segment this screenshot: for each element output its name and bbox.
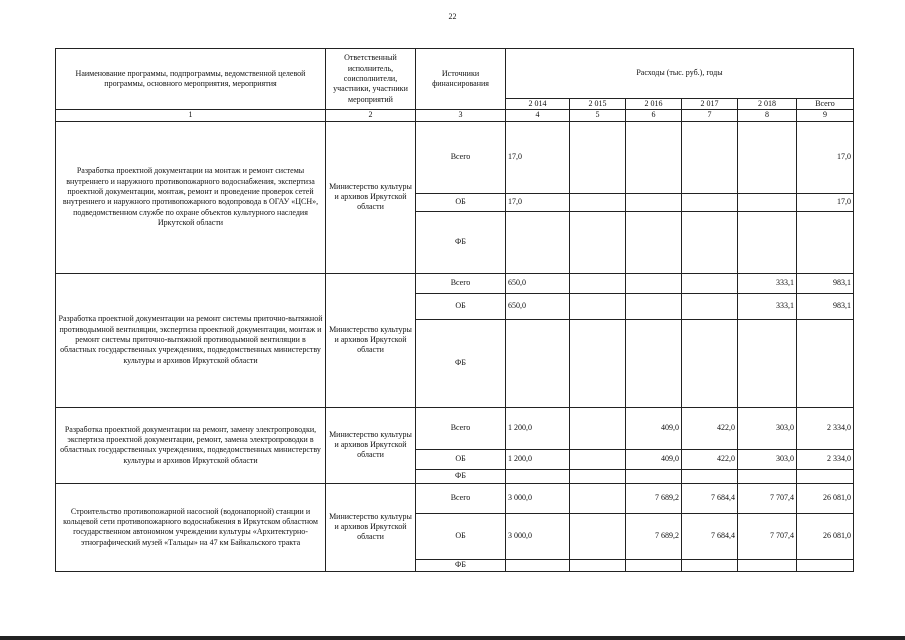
value-cell: [682, 121, 738, 193]
activity-name: Разработка проектной документации на ремонт, замену электропроводки, экспертиза проектной документации, ремонт, замена электропроводки в областных государственных учреждениях, подведомственных министерству культуры и архивов Иркутской области: [56, 407, 326, 483]
funding-source: ОБ: [416, 513, 506, 559]
value-cell: 7 689,2: [626, 483, 682, 513]
value-cell: 7 684,4: [682, 513, 738, 559]
value-total-cell: 2 334,0: [797, 449, 854, 469]
header-sources: Источники финансирования: [416, 49, 506, 110]
column-number: 9: [797, 110, 854, 121]
value-cell: [626, 293, 682, 319]
value-cell: [682, 469, 738, 483]
value-cell: [738, 121, 797, 193]
value-cell: 3 000,0: [506, 513, 570, 559]
value-cell: [506, 559, 570, 571]
value-cell: 409,0: [626, 407, 682, 449]
value-total-cell: [797, 319, 854, 407]
column-number: 5: [570, 110, 626, 121]
value-cell: [570, 293, 626, 319]
value-cell: 333,1: [738, 293, 797, 319]
value-cell: [682, 273, 738, 293]
value-cell: 1 200,0: [506, 449, 570, 469]
value-total-cell: 983,1: [797, 293, 854, 319]
year-cell: 2 017: [682, 99, 738, 110]
value-total-cell: 983,1: [797, 273, 854, 293]
year-cell: 2 015: [570, 99, 626, 110]
value-cell: 650,0: [506, 273, 570, 293]
value-cell: [570, 407, 626, 449]
value-cell: 333,1: [738, 273, 797, 293]
value-cell: [506, 211, 570, 273]
funding-source: Всего: [416, 483, 506, 513]
value-cell: [738, 211, 797, 273]
value-cell: [626, 121, 682, 193]
value-total-cell: 2 334,0: [797, 407, 854, 449]
value-cell: 1 200,0: [506, 407, 570, 449]
funding-source: Всего: [416, 407, 506, 449]
activity-name: Строительство противопожарной насосной (водонапорной) станции и кольцевой сети противопожарного водоснабжения в Иркутском областном государственном автономном учреждении культуры «Архитектурно-этнографический музей «Тальцы» на 47 км Байкальского тракта: [56, 483, 326, 571]
year-cell: 2 018: [738, 99, 797, 110]
funding-source: Всего: [416, 121, 506, 193]
funding-source: ОБ: [416, 293, 506, 319]
column-number: 6: [626, 110, 682, 121]
value-cell: [682, 211, 738, 273]
column-number: 2: [326, 110, 416, 121]
year-total-cell: Всего: [797, 99, 854, 110]
value-total-cell: 26 081,0: [797, 513, 854, 559]
value-total-cell: 26 081,0: [797, 483, 854, 513]
value-cell: [738, 193, 797, 211]
value-cell: [570, 211, 626, 273]
value-cell: [506, 319, 570, 407]
value-cell: [570, 273, 626, 293]
funding-source: ОБ: [416, 449, 506, 469]
table-row: [56, 121, 854, 193]
value-cell: [570, 469, 626, 483]
value-cell: [738, 559, 797, 571]
value-cell: [626, 273, 682, 293]
table-row: [56, 483, 854, 513]
value-cell: 7 684,4: [682, 483, 738, 513]
year-cell: 2 014: [506, 99, 570, 110]
table-row: [56, 407, 854, 449]
value-cell: [626, 319, 682, 407]
header-name: Наименование программы, подпрограммы, ведомственной целевой программы, основного мероприятия, мероприятия: [56, 49, 326, 110]
responsible-executor: Министерство культуры и архивов Иркутской области: [326, 121, 416, 273]
page-number: 22: [448, 12, 457, 21]
value-cell: 422,0: [682, 449, 738, 469]
funding-source: ФБ: [416, 319, 506, 407]
value-cell: 3 000,0: [506, 483, 570, 513]
activity-name: Разработка проектной документации на монтаж и ремонт системы внутреннего и наружного противопожарного водоснабжения, экспертиза проектной документации, монтаж, ремонт и проведение проверок сетей внутреннего и наружного противопожарного водопровода в ОГАУ «ЦСН», подведомственном службе по охране объектов культурного наследия Иркутской области: [56, 121, 326, 273]
value-cell: [570, 319, 626, 407]
value-cell: [738, 319, 797, 407]
activity-name: Разработка проектной документации на ремонт системы приточно-вытяжной противодымной вентиляции, экспертиза проектной документации, монтаж и ремонт системы приточно-вытяжной противодымной вентиляции в областных государственных учреждениях, подведомственных министерству культуры и архивов Иркутской области: [56, 273, 326, 407]
value-cell: [682, 559, 738, 571]
value-cell: [626, 559, 682, 571]
column-number: 4: [506, 110, 570, 121]
value-cell: [682, 193, 738, 211]
funding-source: ОБ: [416, 193, 506, 211]
scan-bottom-edge: [0, 636, 905, 640]
value-cell: [626, 211, 682, 273]
value-total-cell: [797, 211, 854, 273]
value-cell: [506, 469, 570, 483]
value-cell: [682, 293, 738, 319]
value-cell: [738, 469, 797, 483]
responsible-executor: Министерство культуры и архивов Иркутской области: [326, 483, 416, 571]
value-cell: [682, 319, 738, 407]
value-cell: 7 707,4: [738, 483, 797, 513]
value-cell: 409,0: [626, 449, 682, 469]
value-cell: [570, 193, 626, 211]
funding-source: ФБ: [416, 469, 506, 483]
responsible-executor: Министерство культуры и архивов Иркутской области: [326, 273, 416, 407]
column-numbers-row: [56, 110, 854, 121]
funding-source: ФБ: [416, 559, 506, 571]
value-total-cell: 17,0: [797, 121, 854, 193]
column-number: 8: [738, 110, 797, 121]
value-cell: 303,0: [738, 407, 797, 449]
year-cell: 2 016: [626, 99, 682, 110]
responsible-executor: Министерство культуры и архивов Иркутской области: [326, 407, 416, 483]
value-cell: [570, 121, 626, 193]
value-cell: 17,0: [506, 121, 570, 193]
value-cell: [570, 559, 626, 571]
value-cell: 17,0: [506, 193, 570, 211]
value-total-cell: [797, 469, 854, 483]
value-cell: [570, 483, 626, 513]
value-cell: 650,0: [506, 293, 570, 319]
value-cell: [570, 513, 626, 559]
header-row: [56, 49, 854, 99]
value-cell: 303,0: [738, 449, 797, 469]
funding-source: ФБ: [416, 211, 506, 273]
value-cell: 7 707,4: [738, 513, 797, 559]
value-total-cell: [797, 559, 854, 571]
header-responsible: Ответственный исполнитель, соисполнители, участники, участники мероприятий: [326, 49, 416, 110]
budget-table: [55, 48, 854, 572]
column-number: 1: [56, 110, 326, 121]
value-cell: [626, 193, 682, 211]
funding-source: Всего: [416, 273, 506, 293]
header-expenses: Расходы (тыс. руб.), годы: [506, 49, 854, 99]
table-row: [56, 273, 854, 293]
column-number: 3: [416, 110, 506, 121]
value-total-cell: 17,0: [797, 193, 854, 211]
value-cell: [570, 449, 626, 469]
value-cell: [626, 469, 682, 483]
value-cell: 7 689,2: [626, 513, 682, 559]
value-cell: 422,0: [682, 407, 738, 449]
column-number: 7: [682, 110, 738, 121]
